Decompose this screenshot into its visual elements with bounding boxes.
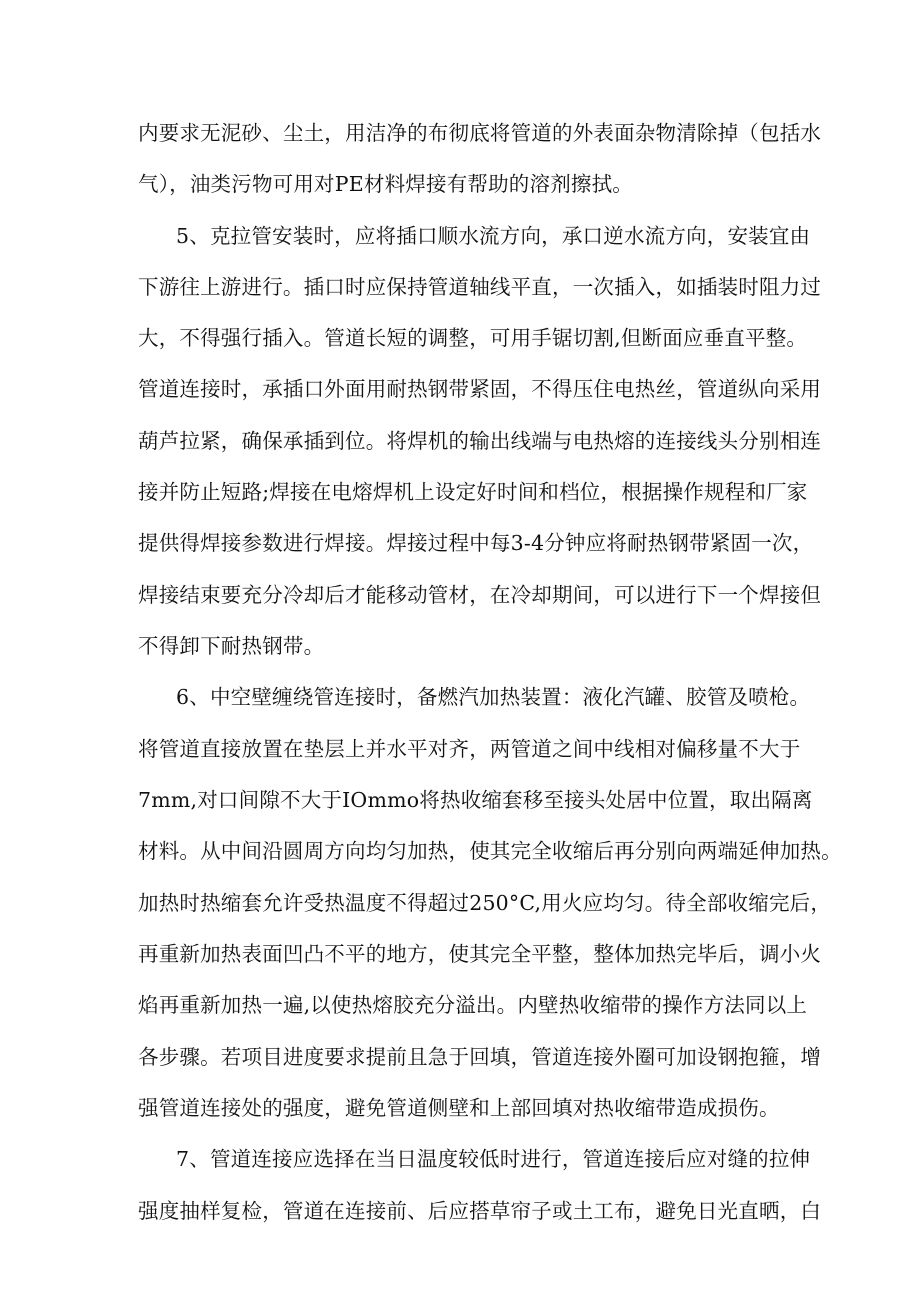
text-line: 接并防止短路;焊接在电熔焊机上设定好时间和档位，根据操作规程和厂家 <box>138 480 808 504</box>
text-line: 各步骤。若项目进度要求提前且急于回填，管道连接外圈可加设钢抱箍，增 <box>138 1045 822 1069</box>
text-line: 内要求无泥砂、尘土，用洁净的布彻底将管道的外表面杂物清除掉（包括水 <box>138 121 822 145</box>
text-line: 提供得焊接参数进行焊接。焊接过程中每3-4分钟应将耐热钢带紧固一次， <box>138 531 814 555</box>
text-line: 焰再重新加热一遍,以使热熔胶充分溢出。内壁热收缩带的操作方法同以上 <box>138 993 808 1017</box>
paragraph-5-first-line: 5、克拉管安装时，应将插口顺水流方向，承口逆水流方向，安装宜由 <box>176 224 811 248</box>
text-line: 葫芦拉紧，确保承插到位。将焊机的输出线端与电热熔的连接线头分别相连 <box>138 429 822 453</box>
text-line: 焊接结束要充分冷却后才能移动管材，在冷却期间，可以进行下一个焊接但 <box>138 583 822 607</box>
paragraph-6-first-line: 6、中空壁缠绕管连接时，备燃汽加热装置：液化汽罐、胶管及喷枪。 <box>176 685 811 709</box>
text-line: 加热时热缩套允许受热温度不得超过250°C,用火应均匀。待全部收缩完后， <box>138 891 832 915</box>
text-line: 管道连接时，承插口外面用耐热钢带紧固，不得压住电热丝，管道纵向采用 <box>138 377 822 401</box>
text-line: 7mm,对口间隙不大于IOmmo将热收缩套移至接头处居中位置，取出隔离 <box>138 788 813 812</box>
text-line: 强度抽样复检，管道在连接前、后应搭草帘子或土工布，避免日光直晒，白 <box>138 1199 822 1223</box>
text-line: 强管道连接处的强度，避免管道侧壁和上部回填对热收缩带造成损伤。 <box>138 1096 780 1120</box>
text-line: 气），油类污物可用对PE材料焊接有帮助的溶剂擦拭。 <box>138 172 634 196</box>
text-line: 材料。从中间沿圆周方向均匀加热，使其完全收缩后再分别向两端延伸加热。 <box>138 839 842 863</box>
text-line: 再重新加热表面凹凸不平的地方，使其完全平整，整体加热完毕后，调小火 <box>138 942 822 966</box>
text-line: 不得卸下耐热钢带。 <box>138 634 325 658</box>
text-line: 下游往上游进行。插口时应保持管道轴线平直，一次插入，如插装时阻力过 <box>138 275 822 299</box>
paragraph-7-first-line: 7、管道连接应选择在当日温度较低时进行，管道连接后应对缝的拉伸 <box>176 1147 811 1171</box>
text-line: 大，不得强行插入。管道长短的调整，可用手锯切割,但断面应垂直平整。 <box>138 326 808 350</box>
text-line: 将管道直接放置在垫层上并水平对齐，两管道之间中线相对偏移量不大于 <box>138 737 801 761</box>
